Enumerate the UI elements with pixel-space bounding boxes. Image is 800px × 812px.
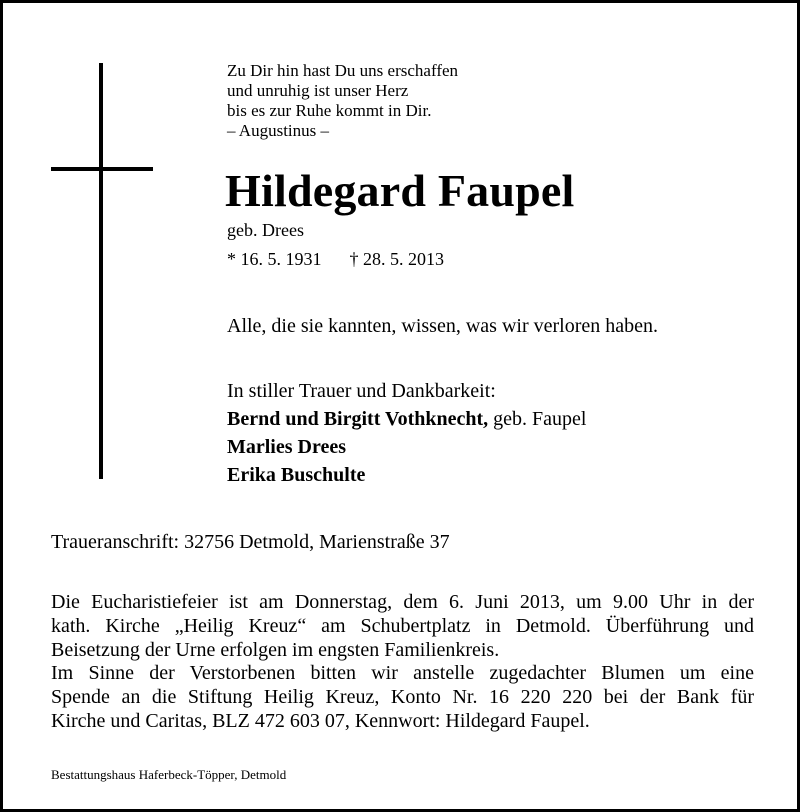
birth-date: * 16. 5. 1931: [227, 249, 322, 269]
mourner: [227, 405, 586, 433]
mourners-list: [227, 405, 586, 489]
mourner: [227, 433, 586, 461]
birth-name: geb. Drees: [227, 220, 304, 240]
mourner: [227, 461, 586, 489]
service-line: Die Eucharistiefeier ist am Donnerstag, dem 6. Juni 2013, um 9.00 Uhr in der: [51, 591, 754, 613]
mourners-intro: In stiller Trauer und Dankbarkeit:: [227, 380, 496, 402]
quote-line: bis es zur Ruhe kommt in Dir.: [227, 101, 432, 120]
quote-line: Zu Dir hin hast Du uns erschaffen: [227, 61, 459, 80]
cross-icon-vertical-bar: [99, 63, 103, 479]
quote: [227, 61, 458, 141]
quote-line: und unruhig ist unser Herz: [227, 81, 409, 100]
donation-paragraph: [51, 661, 754, 733]
cross-icon-horizontal-bar: [51, 167, 153, 171]
funeral-home: Bestattungshaus Haferbeck-Töpper, Detmold: [51, 767, 287, 782]
motto: Alle, die sie kannten, wissen, was wir verloren haben.: [227, 315, 658, 337]
mourner-name: Bernd und Birgitt Vothknecht,: [227, 408, 489, 430]
mourner-name: Erika Buschulte: [227, 464, 366, 486]
quote-author: – Augustinus –: [227, 121, 330, 140]
death-date: † 28. 5. 2013: [349, 249, 444, 269]
mourning-address: Traueranschrift: 32756 Detmold, Marienstraße 37: [51, 531, 450, 553]
mourner-name: Marlies Drees: [227, 436, 347, 458]
service-line: Beisetzung der Urne erfolgen im engsten Familienkreis.: [51, 639, 500, 661]
donation-line: Spende an die Stiftung Heilig Kreuz, Konto Nr. 16 220 220 bei der Bank für: [51, 686, 754, 708]
donation-line: Im Sinne der Verstorbenen bitten wir anstelle zugedachter Blumen um eine: [51, 662, 754, 684]
life-dates: [227, 248, 444, 270]
service-paragraph: [51, 590, 754, 662]
service-line: kath. Kirche „Heilig Kreuz“ am Schubertplatz in Detmold. Überführung und: [51, 615, 754, 637]
deceased-name: Hildegard Faupel: [225, 165, 575, 216]
mourner-suffix: geb. Faupel: [488, 408, 587, 430]
donation-line: Kirche und Caritas, BLZ 472 603 07, Kennwort: Hildegard Faupel.: [51, 710, 590, 732]
